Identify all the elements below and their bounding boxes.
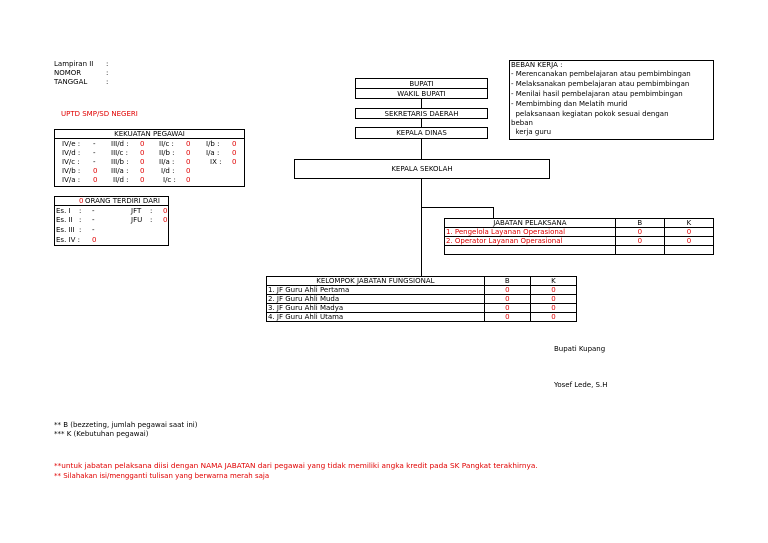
jabatan-name: 3. JF Guru Ahli Madya	[267, 304, 485, 313]
kepala-sekolah-box	[294, 159, 550, 179]
value-k: 0	[530, 295, 576, 304]
column-header: B	[615, 219, 664, 228]
pangkat-label: II/d :	[113, 176, 129, 184]
bupati-label: BUPATI	[409, 80, 434, 88]
connector-line	[493, 207, 494, 218]
pangkat-label: IV/b :	[62, 167, 81, 175]
sekretaris-daerah-label: SEKRETARIS DAERAH	[384, 110, 459, 118]
tanggal-colon: :	[106, 78, 109, 86]
column-header: JABATAN PELAKSANA	[445, 219, 616, 228]
sekretaris-daerah-box	[355, 108, 488, 119]
connector-line	[421, 138, 422, 160]
lampiran-colon: :	[106, 60, 109, 68]
jabatan-name: 2. JF Guru Ahli Muda	[267, 295, 485, 304]
eselon-label: Es. I	[56, 207, 71, 215]
jabatan-label: JFT	[131, 207, 142, 215]
connector-line	[421, 207, 493, 208]
note-bezzeting: ** B (bezzeting, jumlah pegawai saat ini)	[54, 421, 198, 429]
pangkat-label: II/a :	[159, 158, 175, 166]
connector-line	[421, 178, 422, 276]
value-b: 0	[484, 286, 530, 295]
pangkat-label: III/b :	[111, 158, 129, 166]
signature-title: Bupati Kupang	[554, 345, 606, 353]
pangkat-label: I/a :	[206, 149, 220, 157]
eselon-label: Es. IV :	[56, 236, 80, 244]
pangkat-label: I/c :	[163, 176, 176, 184]
table-header-row	[267, 277, 577, 286]
kepala-dinas-box	[355, 127, 488, 139]
beban-kerja-item: - Membimbing dan Melatih murid	[511, 100, 628, 108]
column-header: K	[664, 219, 713, 228]
jabatan-name: 1. JF Guru Ahli Pertama	[267, 286, 485, 295]
lampiran-label: Lampiran II	[54, 60, 94, 68]
column-header: B	[484, 277, 530, 286]
value-k: 0	[664, 237, 713, 246]
kekuatan-pegawai-title: KEKUATAN PEGAWAI	[114, 130, 185, 138]
pangkat-value: 0	[186, 176, 191, 184]
pangkat-value: 0	[93, 176, 98, 184]
box-divider	[356, 88, 487, 89]
eselon-colon: :	[79, 207, 82, 215]
pangkat-label: III/a :	[111, 167, 129, 175]
pangkat-label: IV/d :	[62, 149, 81, 157]
pangkat-label: IX :	[210, 158, 222, 166]
value-b: 0	[484, 313, 530, 322]
table-row	[267, 313, 577, 322]
value-k: 0	[664, 228, 713, 237]
pangkat-label: II/c :	[159, 140, 174, 148]
pangkat-label: II/b :	[159, 149, 175, 157]
pangkat-value: 0	[140, 176, 145, 184]
column-header: KELOMPOK JABATAN FUNGSIONAL	[267, 277, 485, 286]
unit-name: UPTD SMP/SD NEGERI	[61, 110, 138, 118]
eselon-colon: :	[79, 226, 82, 234]
eselon-value: -	[92, 226, 95, 234]
pangkat-value: 0	[186, 167, 191, 175]
beban-kerja-item: beban	[511, 119, 533, 127]
jabatan-name: 2. Operator Layanan Operasional	[445, 237, 616, 246]
pangkat-value: -	[93, 158, 96, 166]
value-b: 0	[615, 228, 664, 237]
pangkat-label: IV/a :	[62, 176, 81, 184]
value-k: 0	[530, 286, 576, 295]
note-jabatan-pelaksana: **untuk jabatan pelaksana diisi dengan NAMA JABATAN dari pegawai yang tidak memiliki angka kredit pada SK Pangkat terakhirnya.	[54, 461, 538, 470]
table-row	[267, 295, 577, 304]
pangkat-label: IV/e :	[62, 140, 81, 148]
pangkat-value: 0	[232, 149, 237, 157]
jabatan-value: 0	[163, 207, 168, 215]
jabatan-colon: :	[150, 216, 153, 224]
pangkat-value: 0	[140, 140, 145, 148]
jabatan-fungsional-table	[266, 276, 577, 322]
kepala-sekolah-label: KEPALA SEKOLAH	[391, 165, 453, 173]
pangkat-value: 0	[232, 140, 237, 148]
eselon-value: -	[92, 216, 95, 224]
kekuatan-pegawai-box	[54, 129, 245, 187]
pangkat-value: 0	[140, 167, 145, 175]
beban-kerja-box	[509, 60, 714, 140]
jabatan-label: JFU	[131, 216, 143, 224]
note-kebutuhan: *** K (Kebutuhan pegawai)	[54, 430, 149, 438]
table-row	[445, 246, 714, 255]
connector-line	[421, 119, 422, 127]
pangkat-value: 0	[186, 158, 191, 166]
eselon-value: 0	[92, 236, 97, 244]
pangkat-value: 0	[140, 158, 145, 166]
nomor-label: NOMOR	[54, 69, 82, 77]
jabatan-name: 1. Pengelola Layanan Operasional	[445, 228, 616, 237]
box-divider	[55, 205, 168, 206]
eselon-label: Es. II	[56, 216, 73, 224]
box-divider	[55, 138, 244, 139]
beban-kerja-item: kerja guru	[511, 128, 552, 136]
kepala-dinas-label: KEPALA DINAS	[396, 129, 447, 137]
eselon-value: -	[92, 207, 95, 215]
table-row	[267, 286, 577, 295]
eselon-colon: :	[79, 216, 82, 224]
orang-title: ORANG TERDIRI DARI	[85, 197, 160, 205]
pangkat-value: 0	[186, 140, 191, 148]
wakil-bupati-label: WAKIL BUPATI	[397, 90, 446, 98]
jabatan-pelaksana-table	[444, 218, 714, 255]
value-b: 0	[484, 295, 530, 304]
eselon-label: Es. III	[56, 226, 75, 234]
note-instruction: ** Silahakan isi/mengganti tulisan yang berwarna merah saja	[54, 472, 270, 480]
pangkat-value: 0	[186, 149, 191, 157]
value-b: 0	[484, 304, 530, 313]
beban-kerja-title: BEBAN KERJA :	[511, 61, 563, 69]
tanggal-label: TANGGAL	[54, 78, 88, 86]
value-k	[664, 246, 713, 255]
beban-kerja-item: - Menilai hasil pembelajaran atau pembimbingan	[511, 90, 683, 98]
pangkat-value: 0	[140, 149, 145, 157]
pangkat-label: I/b :	[206, 140, 220, 148]
beban-kerja-item: - Merencanakan pembelajaran atau pembimbingan	[511, 70, 691, 78]
bupati-box	[355, 78, 488, 99]
signature-name: Yosef Lede, S.H	[554, 381, 608, 389]
pangkat-value: 0	[93, 167, 98, 175]
pangkat-label: IV/c :	[62, 158, 80, 166]
nomor-colon: :	[106, 69, 109, 77]
beban-kerja-item: pelaksanaan kegiatan pokok sesuai dengan	[511, 110, 669, 118]
orang-count: 0	[79, 197, 84, 205]
pangkat-value: -	[93, 149, 96, 157]
value-b	[615, 246, 664, 255]
pangkat-value: 0	[232, 158, 237, 166]
table-row	[445, 237, 714, 246]
jabatan-name	[445, 246, 616, 255]
table-row	[445, 228, 714, 237]
orang-terdiri-box	[54, 196, 169, 246]
table-row	[267, 304, 577, 313]
pangkat-value: -	[93, 140, 96, 148]
pangkat-label: I/d :	[161, 167, 175, 175]
value-k: 0	[530, 313, 576, 322]
value-k: 0	[530, 304, 576, 313]
column-header: K	[530, 277, 576, 286]
value-b: 0	[615, 237, 664, 246]
jabatan-value: 0	[163, 216, 168, 224]
table-header-row	[445, 219, 714, 228]
pangkat-label: III/c :	[111, 149, 128, 157]
jabatan-colon: :	[150, 207, 153, 215]
pangkat-label: III/d :	[111, 140, 129, 148]
beban-kerja-item: - Melaksanakan pembelajaran atau pembimbingan	[511, 80, 690, 88]
jabatan-name: 4. JF Guru Ahli Utama	[267, 313, 485, 322]
